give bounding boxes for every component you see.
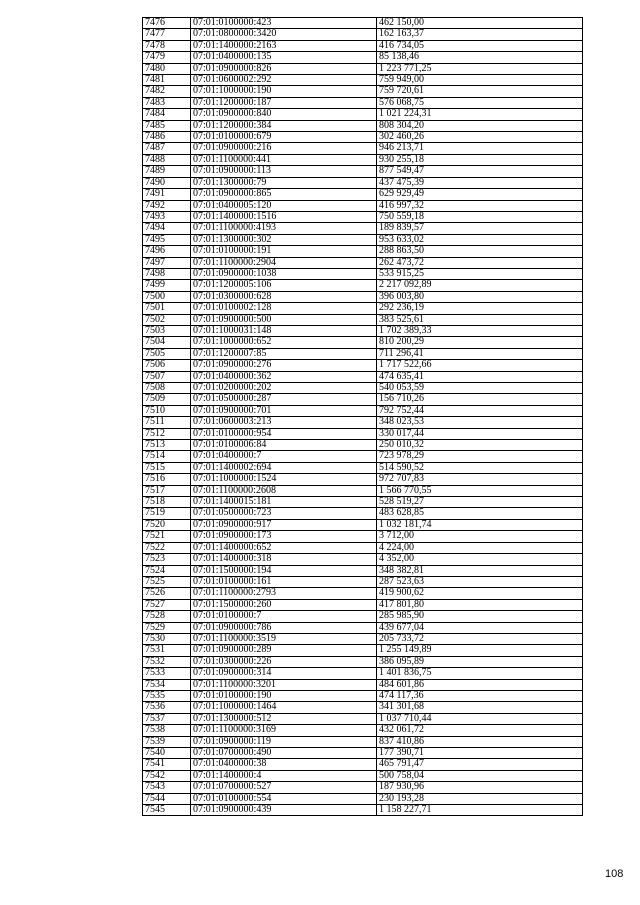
cadastral-number-cell: 07:01:0400000:7 xyxy=(191,451,377,462)
cadastral-value-cell: 292 236,19 xyxy=(377,303,583,314)
cadastral-value-cell: 205 733,72 xyxy=(377,633,583,644)
table-row xyxy=(143,109,583,120)
cadastral-value-table xyxy=(142,17,583,816)
table-row xyxy=(143,485,583,496)
cadastral-value-cell: 1 223 771,25 xyxy=(377,63,583,74)
cadastral-number-cell: 07:01:1400000:2163 xyxy=(191,40,377,51)
row-number-cell: 7494 xyxy=(143,223,191,234)
row-number-cell: 7517 xyxy=(143,485,191,496)
table-row xyxy=(143,132,583,143)
cadastral-number-cell: 07:01:0300000:628 xyxy=(191,291,377,302)
cadastral-value-cell: 1 255 149,89 xyxy=(377,645,583,656)
cadastral-number-cell: 07:01:1400015:181 xyxy=(191,497,377,508)
cadastral-number-cell: 07:01:0100000:954 xyxy=(191,428,377,439)
table-row xyxy=(143,748,583,759)
table-row xyxy=(143,52,583,63)
cadastral-number-cell: 07:01:0400000:135 xyxy=(191,52,377,63)
row-number-cell: 7505 xyxy=(143,348,191,359)
cadastral-number-cell: 07:01:1100000:2608 xyxy=(191,485,377,496)
cadastral-number-cell: 07:01:0900000:216 xyxy=(191,143,377,154)
cadastral-number-cell: 07:01:0900000:1038 xyxy=(191,268,377,279)
row-number-cell: 7525 xyxy=(143,576,191,587)
row-number-cell: 7485 xyxy=(143,120,191,131)
row-number-cell: 7484 xyxy=(143,109,191,120)
row-number-cell: 7488 xyxy=(143,154,191,165)
table-row xyxy=(143,782,583,793)
cadastral-value-cell: 383 525,61 xyxy=(377,314,583,325)
cadastral-number-cell: 07:01:1000000:652 xyxy=(191,337,377,348)
table-row xyxy=(143,18,583,29)
cadastral-number-cell: 07:01:0900000:439 xyxy=(191,805,377,816)
row-number-cell: 7514 xyxy=(143,451,191,462)
cadastral-value-cell: 759 720,61 xyxy=(377,86,583,97)
cadastral-number-cell: 07:01:1400002:694 xyxy=(191,462,377,473)
cadastral-number-cell: 07:01:0100006:84 xyxy=(191,440,377,451)
row-number-cell: 7500 xyxy=(143,291,191,302)
row-number-cell: 7511 xyxy=(143,417,191,428)
cadastral-number-cell: 07:01:0500000:287 xyxy=(191,394,377,405)
cadastral-value-cell: 416 997,32 xyxy=(377,200,583,211)
cadastral-number-cell: 07:01:1300000:79 xyxy=(191,177,377,188)
table-row xyxy=(143,679,583,690)
cadastral-value-cell: 1 566 770,55 xyxy=(377,485,583,496)
row-number-cell: 7518 xyxy=(143,497,191,508)
table-row xyxy=(143,759,583,770)
table-row xyxy=(143,508,583,519)
table-row xyxy=(143,246,583,257)
cadastral-value-cell: 474 117,36 xyxy=(377,690,583,701)
cadastral-value-cell: 540 053,59 xyxy=(377,383,583,394)
cadastral-number-cell: 07:01:1400000:318 xyxy=(191,554,377,565)
cadastral-number-cell: 07:01:1000000:1464 xyxy=(191,702,377,713)
row-number-cell: 7538 xyxy=(143,725,191,736)
cadastral-value-cell: 230 193,28 xyxy=(377,793,583,804)
cadastral-value-cell: 4 224,00 xyxy=(377,542,583,553)
cadastral-value-cell: 576 068,75 xyxy=(377,97,583,108)
page-number: 108 xyxy=(605,868,624,880)
cadastral-value-cell: 348 023,53 xyxy=(377,417,583,428)
table-row xyxy=(143,519,583,530)
cadastral-value-cell: 711 296,41 xyxy=(377,348,583,359)
row-number-cell: 7504 xyxy=(143,337,191,348)
cadastral-value-cell: 288 863,50 xyxy=(377,246,583,257)
cadastral-value-cell: 1 717 522,66 xyxy=(377,360,583,371)
row-number-cell: 7482 xyxy=(143,86,191,97)
cadastral-value-cell: 419 900,62 xyxy=(377,588,583,599)
cadastral-number-cell: 07:01:1500000:194 xyxy=(191,565,377,576)
row-number-cell: 7490 xyxy=(143,177,191,188)
table-row xyxy=(143,633,583,644)
cadastral-number-cell: 07:01:0900000:113 xyxy=(191,166,377,177)
row-number-cell: 7535 xyxy=(143,690,191,701)
row-number-cell: 7491 xyxy=(143,189,191,200)
table-row xyxy=(143,143,583,154)
cadastral-value-cell: 750 559,18 xyxy=(377,211,583,222)
cadastral-value-cell: 1 032 181,74 xyxy=(377,519,583,530)
row-number-cell: 7497 xyxy=(143,257,191,268)
row-number-cell: 7476 xyxy=(143,18,191,29)
table-row xyxy=(143,257,583,268)
row-number-cell: 7540 xyxy=(143,748,191,759)
row-number-cell: 7531 xyxy=(143,645,191,656)
cadastral-number-cell: 07:01:1100000:3519 xyxy=(191,633,377,644)
table-row xyxy=(143,770,583,781)
row-number-cell: 7498 xyxy=(143,268,191,279)
table-row xyxy=(143,86,583,97)
cadastral-number-cell: 07:01:1100000:3169 xyxy=(191,725,377,736)
cadastral-number-cell: 07:01:0800000:3420 xyxy=(191,29,377,40)
table-row xyxy=(143,645,583,656)
table-row xyxy=(143,383,583,394)
table-row xyxy=(143,713,583,724)
row-number-cell: 7522 xyxy=(143,542,191,553)
cadastral-number-cell: 07:01:0900000:826 xyxy=(191,63,377,74)
cadastral-number-cell: 07:01:1200000:384 xyxy=(191,120,377,131)
row-number-cell: 7481 xyxy=(143,75,191,86)
cadastral-number-cell: 07:01:0900000:701 xyxy=(191,405,377,416)
cadastral-number-cell: 07:01:0100002:128 xyxy=(191,303,377,314)
cadastral-value-cell: 483 628,85 xyxy=(377,508,583,519)
table-row xyxy=(143,793,583,804)
cadastral-number-cell: 07:01:0100000:190 xyxy=(191,690,377,701)
cadastral-number-cell: 07:01:0400005:120 xyxy=(191,200,377,211)
row-number-cell: 7539 xyxy=(143,736,191,747)
row-number-cell: 7524 xyxy=(143,565,191,576)
row-number-cell: 7509 xyxy=(143,394,191,405)
row-number-cell: 7537 xyxy=(143,713,191,724)
cadastral-value-cell: 462 150,00 xyxy=(377,18,583,29)
table-row xyxy=(143,120,583,131)
row-number-cell: 7487 xyxy=(143,143,191,154)
table-row xyxy=(143,189,583,200)
row-number-cell: 7544 xyxy=(143,793,191,804)
cadastral-number-cell: 07:01:0100000:161 xyxy=(191,576,377,587)
cadastral-value-cell: 723 978,29 xyxy=(377,451,583,462)
cadastral-number-cell: 07:01:0100000:679 xyxy=(191,132,377,143)
cadastral-number-cell: 07:01:0700000:527 xyxy=(191,782,377,793)
row-number-cell: 7520 xyxy=(143,519,191,530)
table-row xyxy=(143,394,583,405)
cadastral-value-cell: 837 410,86 xyxy=(377,736,583,747)
row-number-cell: 7501 xyxy=(143,303,191,314)
cadastral-value-cell: 189 839,57 xyxy=(377,223,583,234)
cadastral-number-cell: 07:01:0100000:7 xyxy=(191,611,377,622)
cadastral-number-cell: 07:01:0900000:865 xyxy=(191,189,377,200)
cadastral-value-cell: 484 601,86 xyxy=(377,679,583,690)
table-row xyxy=(143,97,583,108)
cadastral-value-cell: 4 352,00 xyxy=(377,554,583,565)
row-number-cell: 7534 xyxy=(143,679,191,690)
cadastral-value-cell: 953 633,02 xyxy=(377,234,583,245)
table-row xyxy=(143,360,583,371)
cadastral-number-cell: 07:01:0100000:554 xyxy=(191,793,377,804)
cadastral-number-cell: 07:01:0900000:276 xyxy=(191,360,377,371)
cadastral-number-cell: 07:01:1000000:1524 xyxy=(191,474,377,485)
cadastral-number-cell: 07:01:1200005:106 xyxy=(191,280,377,291)
row-number-cell: 7495 xyxy=(143,234,191,245)
cadastral-number-cell: 07:01:1100000:3201 xyxy=(191,679,377,690)
cadastral-number-cell: 07:01:0500000:723 xyxy=(191,508,377,519)
table-row xyxy=(143,223,583,234)
table-row xyxy=(143,474,583,485)
cadastral-value-cell: 187 930,96 xyxy=(377,782,583,793)
row-number-cell: 7486 xyxy=(143,132,191,143)
cadastral-value-cell: 2 217 092,89 xyxy=(377,280,583,291)
table-row xyxy=(143,440,583,451)
cadastral-value-cell: 437 475,39 xyxy=(377,177,583,188)
cadastral-value-cell: 417 801,80 xyxy=(377,599,583,610)
row-number-cell: 7492 xyxy=(143,200,191,211)
row-number-cell: 7530 xyxy=(143,633,191,644)
cadastral-value-cell: 629 929,49 xyxy=(377,189,583,200)
cadastral-value-cell: 528 519,27 xyxy=(377,497,583,508)
table-row xyxy=(143,576,583,587)
cadastral-number-cell: 07:01:0700000:490 xyxy=(191,748,377,759)
cadastral-number-cell: 07:01:0900000:314 xyxy=(191,668,377,679)
cadastral-number-cell: 07:01:0900000:500 xyxy=(191,314,377,325)
row-number-cell: 7532 xyxy=(143,656,191,667)
table-row xyxy=(143,656,583,667)
cadastral-value-cell: 285 985,90 xyxy=(377,611,583,622)
table-row xyxy=(143,565,583,576)
table-row xyxy=(143,314,583,325)
table-row xyxy=(143,428,583,439)
row-number-cell: 7541 xyxy=(143,759,191,770)
row-number-cell: 7523 xyxy=(143,554,191,565)
row-number-cell: 7479 xyxy=(143,52,191,63)
cadastral-number-cell: 07:01:0100000:191 xyxy=(191,246,377,257)
cadastral-value-cell: 432 061,72 xyxy=(377,725,583,736)
cadastral-number-cell: 07:01:1100000:2793 xyxy=(191,588,377,599)
cadastral-value-cell: 287 523,63 xyxy=(377,576,583,587)
cadastral-value-cell: 465 791,47 xyxy=(377,759,583,770)
cadastral-number-cell: 07:01:1400000:652 xyxy=(191,542,377,553)
cadastral-number-cell: 07:01:1000031:148 xyxy=(191,325,377,336)
cadastral-value-cell: 1 702 389,33 xyxy=(377,325,583,336)
table-row xyxy=(143,280,583,291)
table-row xyxy=(143,611,583,622)
row-number-cell: 7480 xyxy=(143,63,191,74)
table-row xyxy=(143,166,583,177)
table-row xyxy=(143,462,583,473)
table-row xyxy=(143,177,583,188)
table-row xyxy=(143,497,583,508)
table-row xyxy=(143,725,583,736)
cadastral-number-cell: 07:01:0900000:917 xyxy=(191,519,377,530)
row-number-cell: 7508 xyxy=(143,383,191,394)
table-row xyxy=(143,371,583,382)
table-row xyxy=(143,337,583,348)
table-row xyxy=(143,690,583,701)
row-number-cell: 7503 xyxy=(143,325,191,336)
table-row xyxy=(143,805,583,816)
cadastral-number-cell: 07:01:0900000:119 xyxy=(191,736,377,747)
row-number-cell: 7483 xyxy=(143,97,191,108)
table-row xyxy=(143,234,583,245)
row-number-cell: 7515 xyxy=(143,462,191,473)
row-number-cell: 7499 xyxy=(143,280,191,291)
cadastral-value-cell: 156 710,26 xyxy=(377,394,583,405)
row-number-cell: 7542 xyxy=(143,770,191,781)
cadastral-value-cell: 348 382,81 xyxy=(377,565,583,576)
row-number-cell: 7526 xyxy=(143,588,191,599)
cadastral-value-cell: 3 712,00 xyxy=(377,531,583,542)
cadastral-value-cell: 474 635,41 xyxy=(377,371,583,382)
row-number-cell: 7496 xyxy=(143,246,191,257)
row-number-cell: 7527 xyxy=(143,599,191,610)
table-row xyxy=(143,211,583,222)
cadastral-number-cell: 07:01:0100000:423 xyxy=(191,18,377,29)
cadastral-number-cell: 07:01:1300000:512 xyxy=(191,713,377,724)
row-number-cell: 7478 xyxy=(143,40,191,51)
cadastral-value-cell: 930 255,18 xyxy=(377,154,583,165)
cadastral-number-cell: 07:01:0900000:289 xyxy=(191,645,377,656)
cadastral-number-cell: 07:01:1100000:4193 xyxy=(191,223,377,234)
row-number-cell: 7536 xyxy=(143,702,191,713)
cadastral-value-cell: 792 752,44 xyxy=(377,405,583,416)
cadastral-value-cell: 416 734,05 xyxy=(377,40,583,51)
cadastral-value-cell: 396 003,80 xyxy=(377,291,583,302)
table-row xyxy=(143,702,583,713)
cadastral-number-cell: 07:01:1400000:1516 xyxy=(191,211,377,222)
cadastral-number-cell: 07:01:0900000:786 xyxy=(191,622,377,633)
cadastral-value-cell: 439 677,04 xyxy=(377,622,583,633)
table-row xyxy=(143,63,583,74)
cadastral-number-cell: 07:01:1400000:4 xyxy=(191,770,377,781)
table-row xyxy=(143,668,583,679)
cadastral-number-cell: 07:01:0400000:38 xyxy=(191,759,377,770)
row-number-cell: 7521 xyxy=(143,531,191,542)
cadastral-number-cell: 07:01:0300000:226 xyxy=(191,656,377,667)
cadastral-number-cell: 07:01:0400000:362 xyxy=(191,371,377,382)
cadastral-number-cell: 07:01:0600002:292 xyxy=(191,75,377,86)
row-number-cell: 7533 xyxy=(143,668,191,679)
row-number-cell: 7477 xyxy=(143,29,191,40)
cadastral-value-cell: 1 158 227,71 xyxy=(377,805,583,816)
table-row xyxy=(143,200,583,211)
cadastral-number-cell: 07:01:1200007:85 xyxy=(191,348,377,359)
row-number-cell: 7543 xyxy=(143,782,191,793)
cadastral-number-cell: 07:01:0900000:840 xyxy=(191,109,377,120)
cadastral-value-cell: 85 138,46 xyxy=(377,52,583,63)
row-number-cell: 7489 xyxy=(143,166,191,177)
cadastral-value-cell: 810 200,29 xyxy=(377,337,583,348)
table-row xyxy=(143,303,583,314)
row-number-cell: 7516 xyxy=(143,474,191,485)
cadastral-value-cell: 1 401 836,75 xyxy=(377,668,583,679)
cadastral-number-cell: 07:01:1000000:190 xyxy=(191,86,377,97)
table-row xyxy=(143,348,583,359)
cadastral-value-cell: 946 213,71 xyxy=(377,143,583,154)
table-row xyxy=(143,268,583,279)
cadastral-number-cell: 07:01:1500000:260 xyxy=(191,599,377,610)
cadastral-value-cell: 262 473,72 xyxy=(377,257,583,268)
table-row xyxy=(143,599,583,610)
cadastral-value-cell: 386 095,89 xyxy=(377,656,583,667)
row-number-cell: 7507 xyxy=(143,371,191,382)
cadastral-value-cell: 250 010,32 xyxy=(377,440,583,451)
row-number-cell: 7502 xyxy=(143,314,191,325)
table-row xyxy=(143,40,583,51)
table-row xyxy=(143,622,583,633)
cadastral-value-cell: 500 758,04 xyxy=(377,770,583,781)
cadastral-number-cell: 07:01:1300000:302 xyxy=(191,234,377,245)
table-row xyxy=(143,405,583,416)
cadastral-value-cell: 1 037 710,44 xyxy=(377,713,583,724)
table-row xyxy=(143,542,583,553)
cadastral-value-cell: 533 915,25 xyxy=(377,268,583,279)
table-row xyxy=(143,75,583,86)
row-number-cell: 7528 xyxy=(143,611,191,622)
cadastral-value-cell: 162 163,37 xyxy=(377,29,583,40)
table-row xyxy=(143,531,583,542)
cadastral-number-cell: 07:01:0200000:202 xyxy=(191,383,377,394)
cadastral-number-cell: 07:01:1100000:2904 xyxy=(191,257,377,268)
cadastral-value-cell: 1 021 224,31 xyxy=(377,109,583,120)
cadastral-value-cell: 877 549,47 xyxy=(377,166,583,177)
table-row xyxy=(143,325,583,336)
row-number-cell: 7529 xyxy=(143,622,191,633)
cadastral-number-cell: 07:01:1100000:441 xyxy=(191,154,377,165)
table-row xyxy=(143,154,583,165)
row-number-cell: 7512 xyxy=(143,428,191,439)
cadastral-number-cell: 07:01:0600003:213 xyxy=(191,417,377,428)
cadastral-value-cell: 514 590,52 xyxy=(377,462,583,473)
table-row xyxy=(143,291,583,302)
row-number-cell: 7519 xyxy=(143,508,191,519)
table-row xyxy=(143,29,583,40)
cadastral-value-cell: 330 017,44 xyxy=(377,428,583,439)
cadastral-value-cell: 302 460,26 xyxy=(377,132,583,143)
table-row xyxy=(143,451,583,462)
row-number-cell: 7545 xyxy=(143,805,191,816)
cadastral-value-cell: 759 949,00 xyxy=(377,75,583,86)
row-number-cell: 7493 xyxy=(143,211,191,222)
cadastral-value-cell: 341 301,68 xyxy=(377,702,583,713)
table-body xyxy=(143,18,583,816)
cadastral-value-cell: 177 390,71 xyxy=(377,748,583,759)
table-row xyxy=(143,554,583,565)
table-row xyxy=(143,588,583,599)
row-number-cell: 7506 xyxy=(143,360,191,371)
table-row xyxy=(143,736,583,747)
row-number-cell: 7513 xyxy=(143,440,191,451)
cadastral-number-cell: 07:01:1200000:187 xyxy=(191,97,377,108)
table-row xyxy=(143,417,583,428)
cadastral-value-cell: 808 304,20 xyxy=(377,120,583,131)
cadastral-number-cell: 07:01:0900000:173 xyxy=(191,531,377,542)
cadastral-value-cell: 972 707,83 xyxy=(377,474,583,485)
row-number-cell: 7510 xyxy=(143,405,191,416)
